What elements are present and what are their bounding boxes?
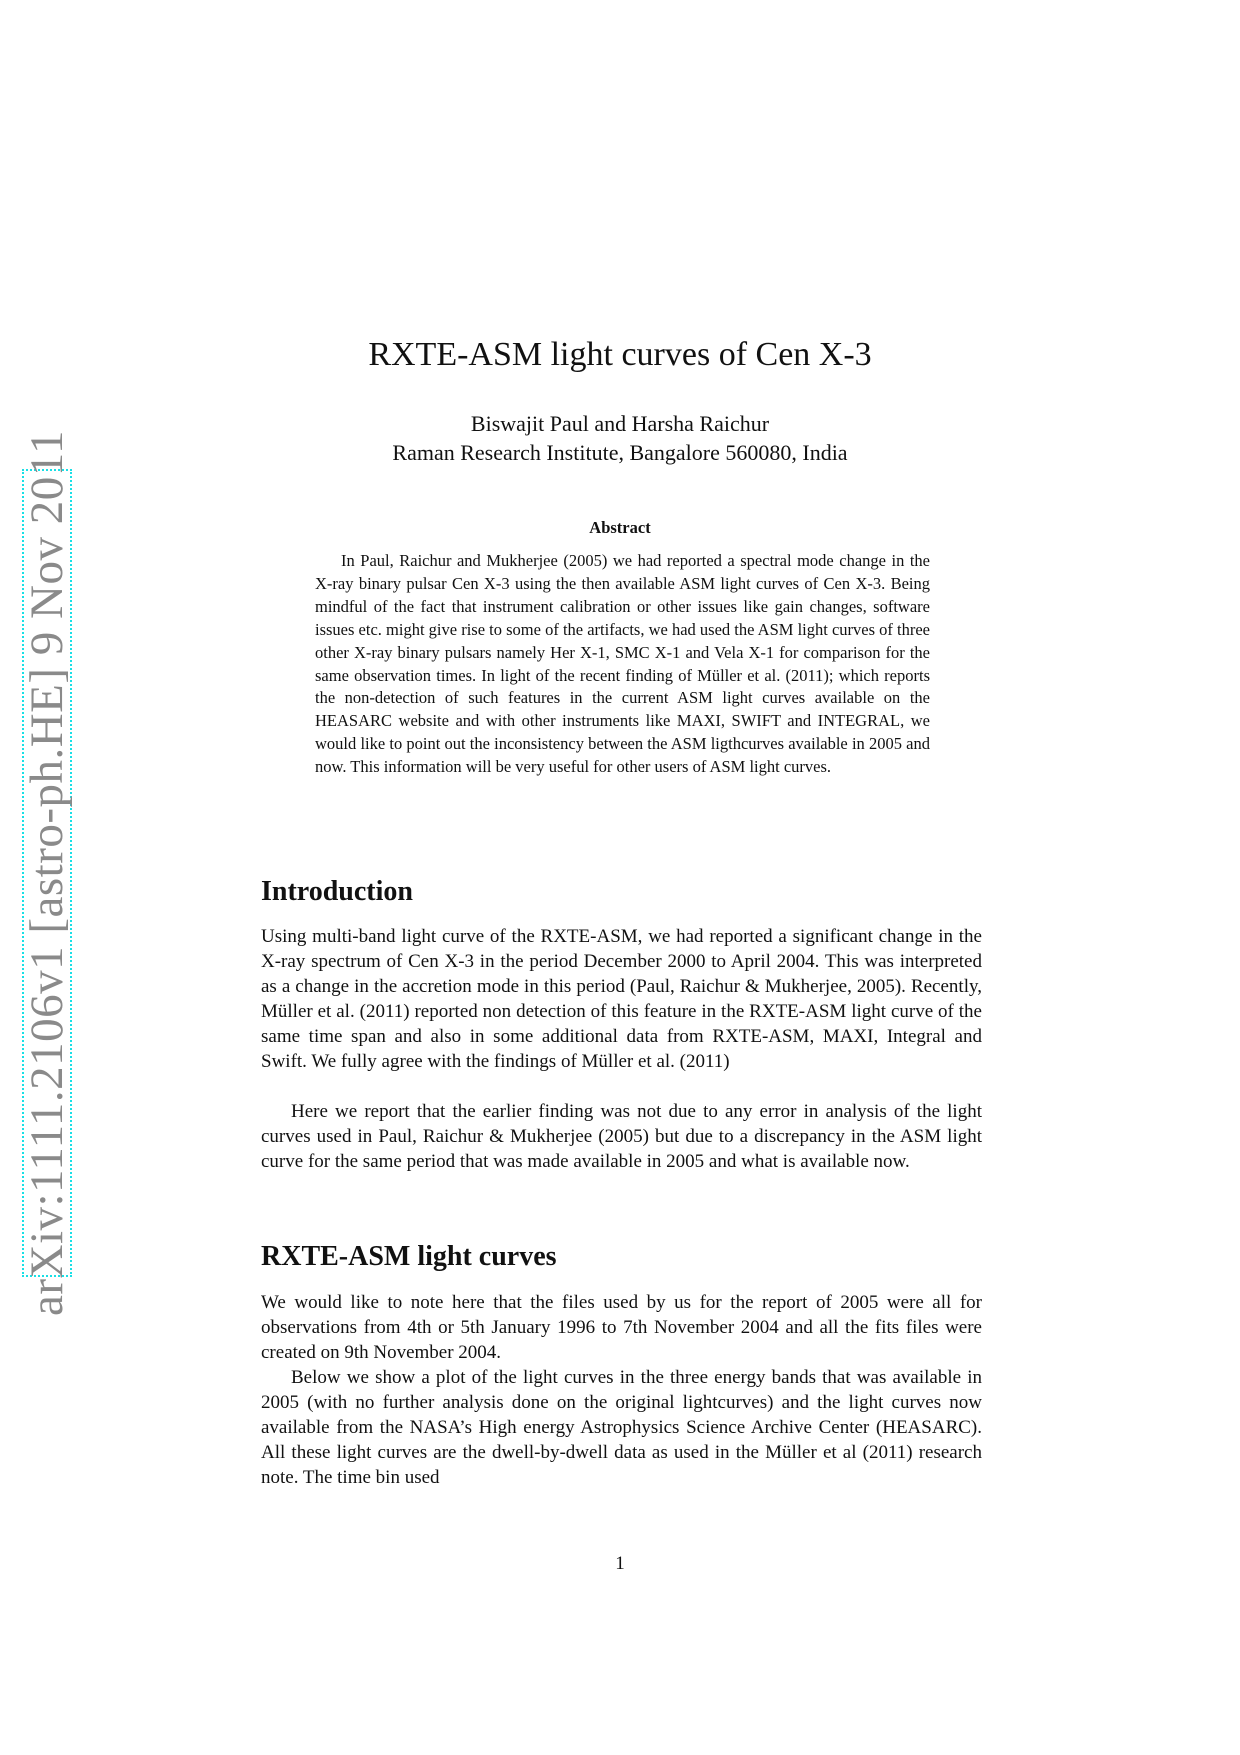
page-number: 1	[615, 1553, 625, 1574]
section-heading-rxte-asm: RXTE-ASM light curves	[261, 1241, 557, 1272]
affiliation: Raman Research Institute, Bangalore 560080, India	[392, 440, 848, 465]
rxte-paragraph-1: We would like to note here that the files used by us for the report of 2005 were all for observations from 4th or 5th January 1996 to 7th November 2004 and all the fits files were created on 9th November 2004.	[261, 1292, 982, 1364]
arxiv-stamp	[21, 429, 73, 1317]
abstract-text: In Paul, Raichur and Mukherjee (2005) we had reported a spectral mode change in the X-ray binary pulsar Cen X-3 using the then available ASM light curves of Cen X-3. Being mindful of the fact that instrument calibration or other issues like gain changes, software issues etc. might give rise to some of the artifacts, we had used the ASM light curves of three other X-ray binary pulsars namely Her X-1, SMC X-1 and Vela X-1 for comparison for the same observation times. In light of the recent finding of Müller et al. (2011); which reports the non-detection of such features in the current ASM light curves available on the HEASARC website and with other instruments like MAXI, SWIFT and INTEGRAL, we would like to point out the inconsistency between the ASM ligthcurves available in 2005 and now. This information will be very useful for other users of ASM light curves.	[315, 551, 930, 777]
author-block	[0, 409, 1240, 467]
authors: Biswajit Paul and Harsha Raichur	[470, 411, 770, 436]
section-heading-introduction: Introduction	[261, 876, 413, 907]
rxte-paragraph-2: Below we show a plot of the light curves in the three energy bands that was available in 2005 (with no further analysis done on the original lightcurves) and the light curves now available from the NASA’s High energy Astrophysics Science Archive Center (HEASARC). All these light curves are the dwell-by-dwell data as used in the Müller et al (2011) research note. The time bin used	[261, 1367, 982, 1489]
intro-paragraph-2: Here we report that the earlier finding was not due to any error in analysis of the light curves used in Paul, Raichur & Mukherjee (2005) but due to a discrepancy in the ASM light curve for the same period that was made available in 2005 and what is available now.	[261, 1101, 982, 1173]
arxiv-identifier: arXiv:1111.2106v1 [astro-ph.HE] 9 Nov 2011	[21, 429, 73, 1317]
intro-paragraph-1: Using multi-band light curve of the RXTE-ASM, we had reported a significant change in the X-ray spectrum of Cen X-3 in the period December 2000 to April 2004. This was interpreted as a change in the accretion mode in this period (Paul, Raichur & Mukherjee, 2005). Recently, Müller et al. (2011) reported non detection of this feature in the RXTE-ASM light curve of the same time span and also in some additional data from RXTE-ASM, MAXI, Integral and Swift. We fully agree with the findings of Müller et al. (2011)	[261, 926, 982, 1073]
abstract-heading: Abstract	[589, 518, 651, 537]
paper-title: RXTE-ASM light curves of Cen X-3	[368, 336, 872, 373]
